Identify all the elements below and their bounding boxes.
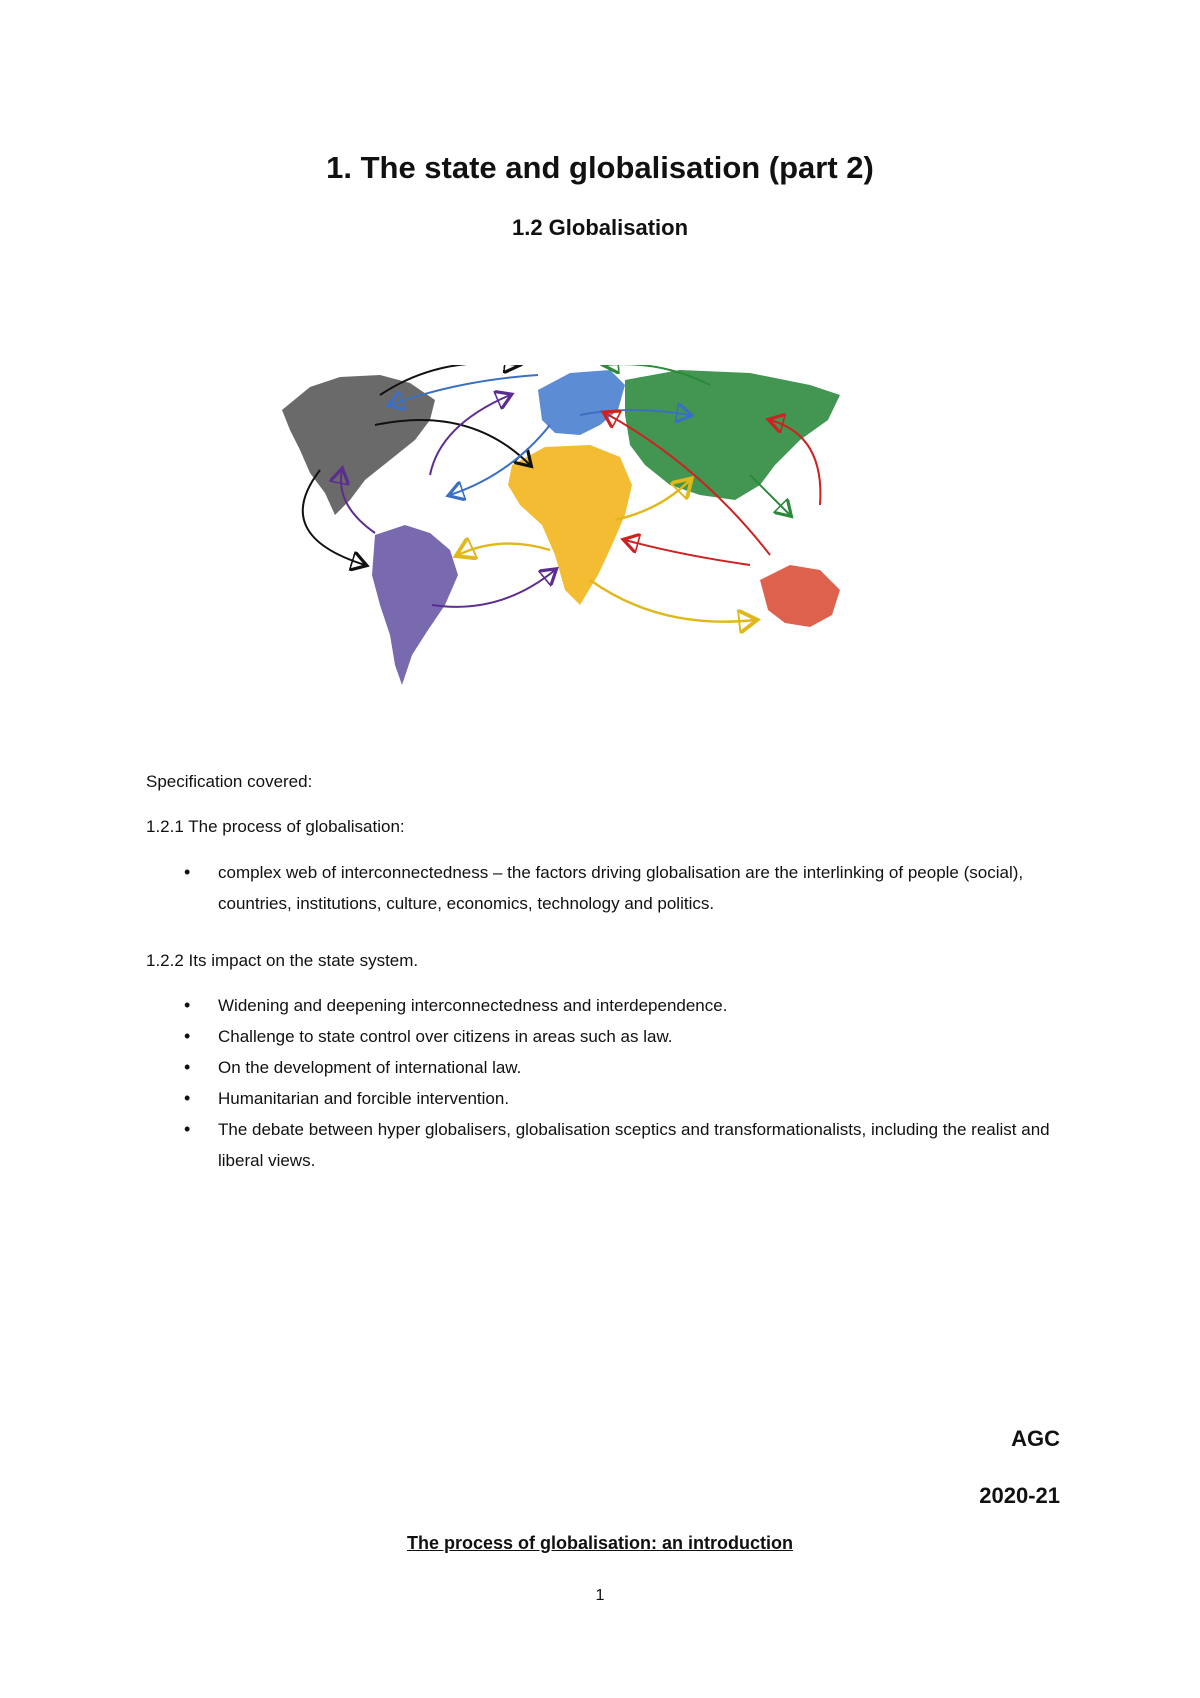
intro-heading: The process of globalisation: an introduction xyxy=(406,1533,793,1553)
page-number: 1 xyxy=(595,1587,605,1604)
arrow-green-2 xyxy=(750,475,790,515)
section-1-2-1-list xyxy=(146,857,1066,919)
list-item: • complex web of interconnectedness – the factors driving globalisation are the interlinking of people (social), countries, institutions, culture, economics, technology and politics. xyxy=(146,857,1066,919)
north-america-shape xyxy=(282,375,435,515)
page-title: 1. The state and globalisation (part 2) xyxy=(326,150,874,185)
list-item: • Challenge to state control over citizens in areas such as law. xyxy=(146,1021,1066,1052)
list-item: • Humanitarian and forcible intervention. xyxy=(146,1083,1066,1114)
arrow-purple-1 xyxy=(430,395,510,475)
arrow-red-1 xyxy=(625,540,750,565)
asia-shape xyxy=(625,370,840,500)
world-map-icon xyxy=(280,365,920,710)
australia-shape xyxy=(760,565,840,627)
list-item: • Widening and deepening interconnectedness and interdependence. xyxy=(146,990,1066,1021)
list-item: • The debate between hyper globalisers, globalisation sceptics and transformationalists, including the realist and liberal views. xyxy=(146,1114,1066,1176)
academic-year: 2020-21 xyxy=(979,1483,1060,1508)
spec-label: Specification covered: xyxy=(146,772,313,791)
world-map-figure xyxy=(280,365,920,710)
section-heading-1-2-1: 1.2.1 The process of globalisation: xyxy=(146,817,405,836)
author-initials: AGC xyxy=(1011,1426,1060,1451)
south-america-shape xyxy=(372,525,458,685)
arrow-yellow-1 xyxy=(458,544,550,555)
europe-shape xyxy=(538,370,625,435)
section-1-2-2-list xyxy=(146,990,1066,1176)
africa-shape xyxy=(508,445,632,605)
section-heading-1-2-2: 1.2.2 Its impact on the state system. xyxy=(146,951,419,970)
page-subtitle: 1.2 Globalisation xyxy=(511,215,689,240)
list-item: • On the development of international law. xyxy=(146,1052,1066,1083)
arrow-yellow-3 xyxy=(590,580,755,622)
